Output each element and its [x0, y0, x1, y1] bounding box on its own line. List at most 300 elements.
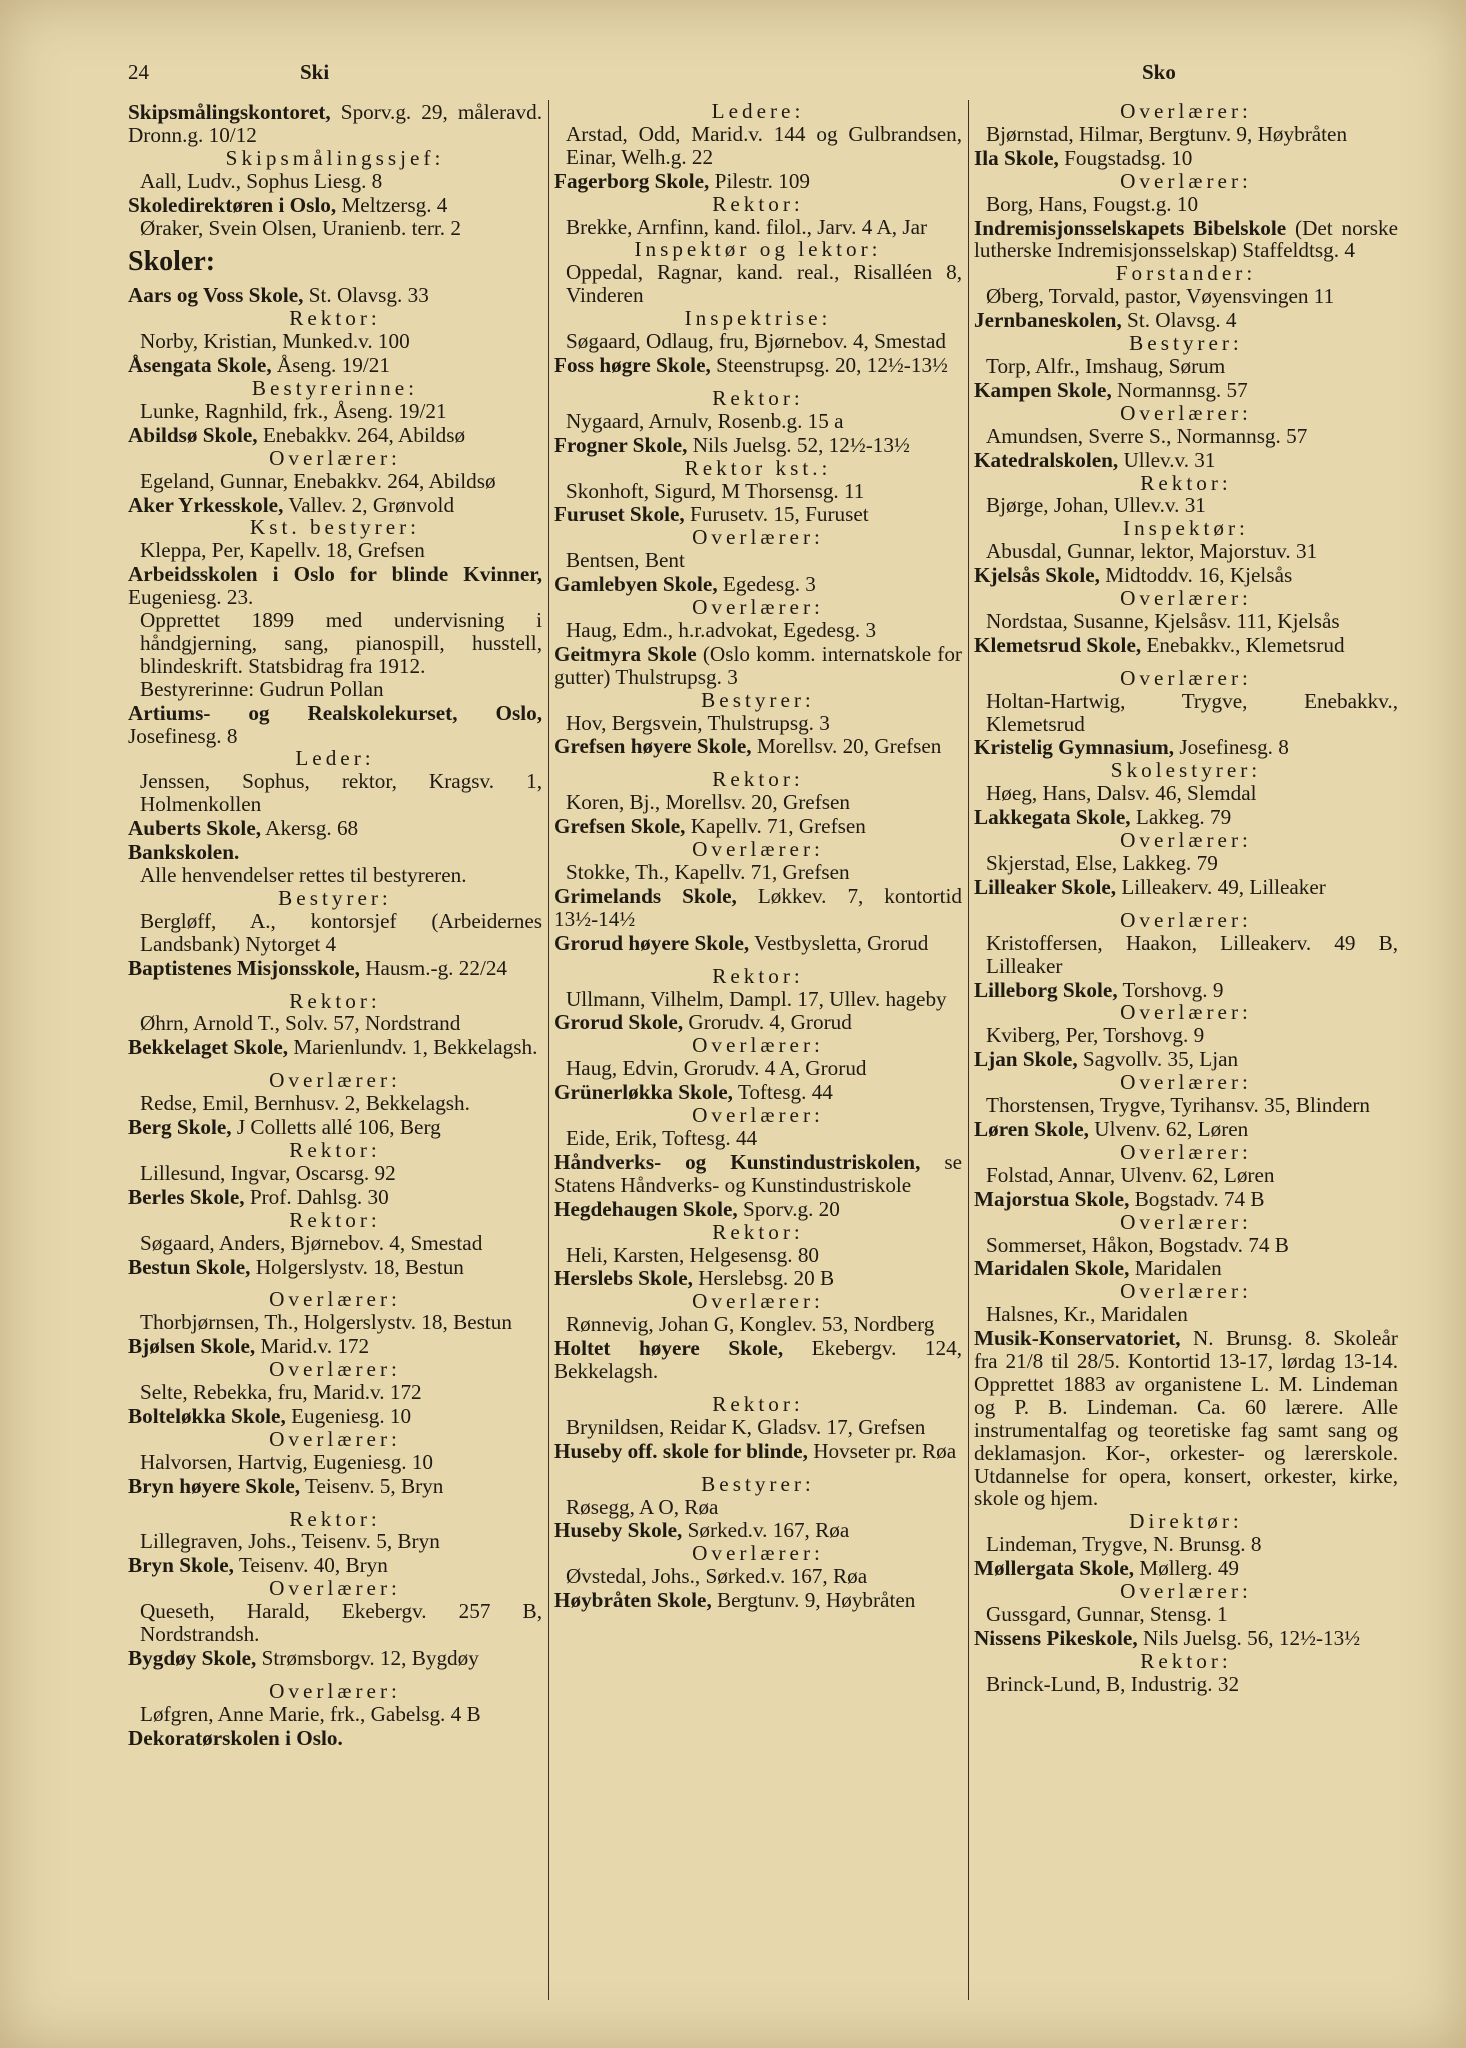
entry-text: (Oslo komm. internatskole for gutter) Thulstrupsg. 3 [554, 641, 962, 689]
entry-text: Ullmann, Vilhelm, Dampl. 17, Ullev. hageby [566, 986, 947, 1011]
school-name: Kjelsås Skole, [974, 563, 1100, 588]
school-entry [554, 815, 962, 838]
entry-text: Bestyrer: [701, 687, 815, 712]
entry-text: Morellsv. 20, Grefsen [751, 734, 942, 759]
entry-text: Øraker, Svein Olsen, Uranienb. terr. 2 [140, 215, 461, 240]
entry-text: Overlærer: [269, 445, 401, 470]
entry-detail [974, 1673, 1398, 1696]
school-entry [974, 1048, 1398, 1071]
school-entry [974, 1257, 1398, 1280]
entry-text: Hovseter pr. Røa [807, 1438, 957, 1463]
entry-text: Kapellv. 71, Grefsen [685, 814, 866, 839]
entry-detail [128, 910, 542, 956]
school-name: Håndverks- og Kunstindustriskolen, [554, 1149, 921, 1174]
entry-text: Søgaard, Odlaug, fru, Bjørnebov. 4, Smestad [566, 329, 946, 354]
role-heading [128, 1508, 542, 1531]
school-entry [974, 217, 1398, 263]
entry-text: Koren, Bj., Morellsv. 20, Grefsen [566, 790, 851, 815]
entry-text: Nygaard, Arnulv, Rosenb.g. 15 a [566, 408, 844, 433]
school-name: Indremisjonsselskapets Bibelskole [974, 215, 1287, 240]
entry-text: Løkkev. 7, kontortid 13½-14½ [554, 883, 962, 931]
entry-text: Torshovg. 9 [1117, 977, 1224, 1002]
role-heading [974, 332, 1398, 355]
entry-text: Rektor kst.: [684, 455, 832, 480]
entry-text: Rektor: [712, 767, 804, 792]
entry-text: Bestyrer: [278, 885, 392, 910]
entry-text: Fougstadsg. 10 [1058, 145, 1193, 170]
entry-text: Grorudv. 4, Grorud [683, 1010, 852, 1035]
header-left-word: Ski [300, 60, 330, 84]
column-left [128, 100, 548, 2000]
role-heading [974, 1650, 1398, 1673]
entry-text: Marid.v. 172 [255, 1334, 370, 1359]
school-entry [128, 957, 542, 980]
entry-text: Midtoddv. 16, Kjelsås [1099, 563, 1293, 588]
school-entry [554, 354, 962, 377]
entry-detail [554, 261, 962, 307]
entry-text: Josefinesg. 8 [1174, 735, 1289, 760]
entry-text: Teisenv. 40, Bryn [233, 1553, 388, 1578]
entry-detail [128, 1092, 542, 1115]
entry-detail [974, 1603, 1398, 1626]
entry-detail [974, 355, 1398, 378]
entry-text: Oppedal, Ragnar, kand. real., Risalléen 8, Vinderen [566, 260, 962, 308]
entry-text: Kleppa, Per, Kapellv. 18, Grefsen [140, 538, 425, 563]
school-name: Katedralskolen, [974, 447, 1119, 472]
role-heading [554, 596, 962, 619]
school-name: Majorstua Skole, [974, 1186, 1130, 1211]
entry-text: Søgaard, Anders, Bjørnebov. 4, Smestad [140, 1230, 483, 1255]
entry-text: Øhrn, Arnold T., Solv. 57, Nordstrand [140, 1011, 461, 1036]
entry-text: Lilleakerv. 49, Lilleaker [1116, 874, 1326, 899]
entry-text: Møllerg. 49 [1134, 1556, 1240, 1581]
entry-text: Thorstensen, Trygve, Tyrihansv. 35, Blindern [986, 1093, 1370, 1118]
entry-text: Akersg. 68 [261, 816, 359, 841]
school-name: Bjølsen Skole, [128, 1334, 256, 1359]
school-name: Klemetsrud Skole, [974, 632, 1142, 657]
school-entry [554, 1267, 962, 1290]
school-name: Arbeidsskolen i Oslo for blinde Kvinner, [128, 562, 542, 587]
role-heading [128, 1069, 542, 1092]
school-name: Løren Skole, [974, 1116, 1089, 1141]
entry-text: Enebakkv., Klemetsrud [1141, 632, 1345, 657]
entry-text: Steenstrupsg. 20, 12½-13½ [710, 352, 948, 377]
role-heading [974, 170, 1398, 193]
entry-text: Ledere: [711, 100, 805, 123]
entry-text: Overlærer: [692, 1103, 824, 1128]
role-heading [128, 1428, 542, 1451]
school-entry [128, 101, 542, 147]
entry-text: Skipsmålingssjef: [225, 145, 445, 170]
entry-text: Amundsen, Sverre S., Normannsg. 57 [986, 423, 1308, 448]
school-entry [128, 424, 542, 447]
entry-text: Rektor: [1140, 470, 1232, 495]
role-heading [974, 1580, 1398, 1603]
entry-detail [974, 852, 1398, 875]
role-heading [974, 759, 1398, 782]
entry-text: N. Brunsg. 8. Skoleår fra 21/8 til 28/5. Kontortid 13-17, lørdag 13-14. Opprettet 1883 av organistene L. M. Lindeman og P. B. Lindeman. Ca. 60 lærere. Alle instrumentalfag og teoretiske fag samt sang og deklamasjon. Kor-, orkester- og lærerskole. Utdannelse for opera, konsert, orkester, kirke, skole og hjem. [974, 1326, 1398, 1511]
entry-text: Overlærer: [269, 1068, 401, 1093]
entry-text: Forstander: [1115, 261, 1257, 286]
school-entry [974, 876, 1398, 899]
entry-detail [974, 690, 1398, 736]
role-heading [974, 909, 1398, 932]
entry-detail [554, 1313, 962, 1336]
entry-detail [554, 1057, 962, 1080]
school-entry [128, 1116, 542, 1139]
entry-text: Overlærer: [269, 1576, 401, 1601]
entry-detail [554, 1416, 962, 1439]
entry-text: Overlærer: [269, 1678, 401, 1703]
role-heading [974, 1280, 1398, 1303]
role-heading [128, 1577, 542, 1600]
role-heading [554, 307, 962, 330]
entry-text: Egeland, Gunnar, Enebakkv. 264, Abildsø [140, 468, 496, 493]
entry-text: Pilestr. 109 [709, 168, 811, 193]
entry-text: St. Olavsg. 4 [1121, 308, 1237, 333]
entry-text: Holgerslystv. 18, Bestun [250, 1254, 464, 1279]
entry-text: Brekke, Arnfinn, kand. filol., Jarv. 4 A, Jar [566, 214, 928, 239]
school-name: Holtet høyere Skole, [554, 1336, 784, 1361]
entry-detail [128, 1703, 542, 1726]
role-heading [128, 1288, 542, 1311]
school-entry [128, 563, 542, 609]
school-name: Abildsø Skole, [128, 422, 258, 447]
entry-text: Vestbysletta, Grorud [749, 930, 929, 955]
column-middle [548, 100, 968, 2000]
entry-detail [974, 1164, 1398, 1187]
entry-text: Hausm.-g. 22/24 [359, 955, 508, 980]
entry-text: Rektor: [289, 1506, 381, 1531]
school-name: Grorud Skole, [554, 1010, 684, 1035]
school-entry [974, 147, 1398, 170]
entry-text: Overlærer: [1120, 828, 1252, 853]
entry-text: Brinck-Lund, B, Industrig. 32 [986, 1671, 1240, 1696]
school-name: Bygdøy Skole, [128, 1646, 257, 1670]
entry-text: Teisenv. 5, Bryn [300, 1473, 444, 1498]
role-heading [974, 517, 1398, 540]
entry-text: St. Olavsg. 33 [303, 283, 429, 308]
entry-text: Overlærer: [269, 1426, 401, 1451]
entry-text: Gussgard, Gunnar, Stensg. 1 [986, 1602, 1228, 1626]
entry-text: Abusdal, Gunnar, lektor, Majorstuv. 31 [986, 539, 1318, 564]
school-name: Maridalen Skole, [974, 1256, 1130, 1281]
role-heading [974, 829, 1398, 852]
entry-text: Queseth, Harald, Ekebergv. 257 B, Nordstrandsh. [140, 1599, 542, 1647]
role-heading [974, 1510, 1398, 1533]
entry-detail [128, 1232, 542, 1255]
entry-detail [554, 619, 962, 642]
entry-text: Sporv.g. 29, måleravd. Dronn.g. 10/12 [128, 100, 542, 147]
school-entry [974, 1627, 1398, 1650]
entry-text: Bogstadv. 74 B [1129, 1186, 1265, 1211]
school-entry [974, 979, 1398, 1002]
entry-text: Skjerstad, Else, Lakkeg. 79 [986, 851, 1218, 875]
role-heading [554, 238, 962, 261]
entry-text: Eide, Erik, Toftesg. 44 [566, 1125, 758, 1150]
entry-text: Torp, Alfr., Imshaug, Sørum [986, 353, 1226, 378]
entry-text: Arstad, Odd, Marid.v. 144 og Gulbrandsen, Einar, Welh.g. 22 [566, 121, 962, 169]
entry-text: Overlærer: [1120, 168, 1252, 193]
entry-text: Rektor: [712, 1219, 804, 1244]
column-right [968, 100, 1398, 2000]
school-entry [554, 1337, 962, 1383]
school-name: Lakkegata Skole, [974, 805, 1131, 830]
school-entry [974, 1188, 1398, 1211]
role-heading [128, 1209, 542, 1232]
role-heading [974, 587, 1398, 610]
entry-text: Sommerset, Håkon, Bogstadv. 74 B [986, 1232, 1289, 1257]
school-entry [128, 1335, 542, 1358]
entry-detail [974, 285, 1398, 308]
school-entry [974, 1327, 1398, 1510]
school-entry [554, 643, 962, 689]
entry-text: Prof. Dahlsg. 30 [244, 1184, 389, 1209]
entry-detail [128, 1311, 542, 1334]
school-name: Herslebs Skole, [554, 1266, 693, 1291]
school-name: Baptistenes Misjonsskole, [128, 955, 360, 980]
entry-text: Jenssen, Sophus, rektor, Kragsv. 1, Holmenkollen [140, 769, 542, 817]
role-heading [554, 1542, 962, 1565]
entry-text: Nordstaa, Susanne, Kjelsåsv. 111, Kjelsås [986, 608, 1340, 633]
school-entry [974, 1557, 1398, 1580]
entry-detail [554, 410, 962, 433]
entry-text: Overlærer: [1120, 1070, 1252, 1095]
role-heading [128, 147, 542, 170]
role-heading [128, 377, 542, 400]
entry-text: Bestyrerinne: Gudrun Pollan [140, 676, 384, 701]
header-right-word: Sko [1142, 60, 1176, 84]
entry-text: (Det norske lutherske Indremisjonsselskap) Staffeldtsg. 4 [974, 215, 1398, 263]
entry-text: Overlærer: [1120, 100, 1252, 123]
role-heading [128, 516, 542, 539]
school-entry [554, 1011, 962, 1034]
role-heading [974, 1211, 1398, 1234]
entry-detail [128, 1451, 542, 1474]
school-name: Åsengata Skole, [128, 353, 272, 378]
school-name: Grefsen høyere Skole, [554, 734, 752, 759]
role-heading [554, 193, 962, 216]
role-heading [554, 965, 962, 988]
entry-detail [554, 791, 962, 814]
entry-text: Overlærer: [1120, 400, 1252, 425]
entry-detail [554, 712, 962, 735]
entry-detail [974, 193, 1398, 216]
entry-detail [128, 864, 542, 887]
school-name: Furuset Skole, [554, 502, 685, 527]
entry-text: Overlærer: [692, 595, 824, 620]
entry-detail [974, 782, 1398, 805]
entry-detail [554, 216, 962, 239]
school-name: Bryn høyere Skole, [128, 1473, 301, 1498]
school-name: Dekoratørskolen i Oslo. [128, 1725, 343, 1750]
entry-text: Bergløff, A., kontorsjef (Arbeidernes Landsbank) Nytorget 4 [140, 908, 542, 956]
entry-detail [128, 1530, 542, 1553]
school-name: Grimelands Skole, [554, 883, 737, 908]
school-entry [974, 449, 1398, 472]
entry-text: Rektor: [712, 191, 804, 216]
entry-text: Ekebergv. 124, Bekkelagsh. [554, 1336, 963, 1384]
entry-text: Maridalen [1129, 1256, 1222, 1281]
school-entry [554, 1198, 962, 1221]
school-name: Huseby Skole, [554, 1518, 683, 1543]
school-entry [128, 1554, 542, 1577]
entry-detail [974, 494, 1398, 517]
entry-text: Thorbjørnsen, Th., Holgerslystv. 18, Bestun [140, 1310, 512, 1335]
entry-text: Halvorsen, Hartvig, Eugeniesg. 10 [140, 1449, 434, 1474]
role-heading [128, 1358, 542, 1381]
school-entry [974, 564, 1398, 587]
entry-text: Øvstedal, Johs., Sørked.v. 167, Røa [566, 1564, 868, 1589]
entry-text: Overlærer: [692, 525, 824, 550]
entry-text: Aall, Ludv., Sophus Liesg. 8 [140, 168, 383, 193]
role-heading [974, 472, 1398, 495]
school-entry [974, 634, 1398, 657]
entry-text: Ullev.v. 31 [1118, 447, 1216, 472]
entry-text: Inspektrise: [684, 306, 832, 331]
school-entry [128, 1475, 542, 1498]
school-name: Gamlebyen Skole, [554, 572, 718, 597]
school-entry [554, 1589, 962, 1612]
entry-detail [974, 123, 1398, 146]
entry-text: Rektor: [1140, 1648, 1232, 1673]
entry-text: Eugeniesg. 23. [128, 585, 254, 610]
entry-text: Hov, Bergsvein, Thulstrupsg. 3 [566, 710, 830, 735]
entry-text: Haug, Edvin, Grorudv. 4 A, Grorud [566, 1056, 867, 1081]
school-name: Grorud høyere Skole, [554, 930, 750, 955]
entry-detail [554, 1127, 962, 1150]
school-name: Skoledirektøren i Oslo, [128, 192, 337, 217]
entry-detail [974, 1533, 1398, 1556]
entry-text: Overlærer: [1120, 1209, 1252, 1234]
page-number: 24 [128, 60, 149, 84]
entry-text: Toftesg. 44 [732, 1080, 833, 1105]
role-heading [554, 1104, 962, 1127]
entry-text: Lindeman, Trygve, N. Brunsg. 8 [986, 1532, 1262, 1557]
entry-text: Rektor: [289, 306, 381, 331]
school-entry [128, 841, 542, 864]
entry-text: Sørked.v. 167, Røa [682, 1518, 850, 1543]
role-heading [554, 1473, 962, 1496]
role-heading [974, 1141, 1398, 1164]
entry-detail [128, 470, 542, 493]
school-entry [128, 1036, 542, 1059]
school-name: Lilleaker Skole, [974, 874, 1117, 899]
entry-text: Lunke, Ragnhild, frk., Åseng. 19/21 [140, 398, 447, 423]
entry-text: Bjørge, Johan, Ullev.v. 31 [986, 493, 1206, 518]
school-name: Artiums- og Realskolekurset, Oslo, [128, 700, 542, 725]
role-heading [554, 457, 962, 480]
entry-text: Marienlundv. 1, Bekkelagsh. [288, 1035, 538, 1060]
entry-detail [974, 1024, 1398, 1047]
entry-detail [974, 932, 1398, 978]
school-name: Bryn Skole, [128, 1553, 234, 1578]
role-heading [554, 1393, 962, 1416]
school-name: Ila Skole, [974, 145, 1059, 170]
entry-text: Opprettet 1899 med undervisning i håndgjerning, sang, pianospill, husstell, blindeskrift. Statsbidrag fra 1912. [140, 608, 542, 678]
entry-text: Overlærer: [692, 837, 824, 862]
school-entry [974, 736, 1398, 759]
school-name: Foss høgre Skole, [554, 352, 711, 377]
school-name: Bankskolen. [128, 840, 240, 865]
entry-text: Løfgren, Anne Marie, frk., Gabelsg. 4 B [140, 1701, 481, 1726]
entry-text: Overlærer: [1120, 907, 1252, 932]
entry-text: Overlærer: [1120, 665, 1252, 690]
school-name: Hegdehaugen Skole, [554, 1196, 738, 1221]
entry-text: Bestyrer: [701, 1471, 815, 1496]
school-entry [554, 1519, 962, 1542]
entry-detail [128, 770, 542, 816]
entry-detail [554, 1496, 962, 1519]
school-name: Skipsmålingskontoret, [128, 100, 331, 124]
school-name: Aars og Voss Skole, [128, 283, 304, 308]
entry-text: Røsegg, A O, Røa [566, 1494, 719, 1519]
role-heading [554, 1034, 962, 1057]
entry-detail [974, 540, 1398, 563]
school-entry [128, 494, 542, 517]
school-name: Frogner Skole, [554, 432, 688, 457]
school-name: Kampen Skole, [974, 377, 1112, 402]
school-name: Berg Skole, [128, 1115, 232, 1140]
school-entry [554, 932, 962, 955]
school-entry [554, 735, 962, 758]
role-heading [128, 990, 542, 1013]
entry-text: Kst. bestyrer: [249, 515, 421, 540]
entry-text: Eugeniesg. 10 [285, 1403, 412, 1428]
school-entry [128, 1186, 542, 1209]
school-entry [974, 379, 1398, 402]
school-entry [974, 1118, 1398, 1141]
entry-detail [554, 861, 962, 884]
role-heading [554, 1290, 962, 1313]
school-entry [554, 503, 962, 526]
role-heading [974, 1001, 1398, 1024]
entry-detail [128, 217, 542, 240]
school-name: Musik-Konservatoriet, [974, 1326, 1181, 1351]
entry-text: Lakkeg. 79 [1130, 805, 1232, 830]
school-name: Bolteløkka Skole, [128, 1403, 286, 1428]
entry-text: Holtan-Hartwig, Trygve, Enebakkv., Klemetsrud [986, 688, 1398, 736]
entry-text: Sporv.g. 20 [737, 1196, 840, 1221]
entry-text: Øberg, Torvald, pastor, Vøyensvingen 11 [986, 284, 1335, 309]
entry-text: Bentsen, Bent [566, 548, 685, 573]
entry-text: Borg, Hans, Fougst.g. 10 [986, 191, 1199, 216]
role-heading [974, 262, 1398, 285]
school-entry [128, 1405, 542, 1428]
entry-text: Normannsg. 57 [1111, 377, 1248, 402]
role-heading [974, 402, 1398, 425]
school-name: Ljan Skole, [974, 1047, 1078, 1072]
entry-text: Overlærer: [1120, 1279, 1252, 1304]
school-entry [554, 434, 962, 457]
entry-text: Redse, Emil, Bernhusv. 2, Bekkelagsh. [140, 1091, 470, 1116]
school-name: Grünerløkka Skole, [554, 1080, 733, 1105]
role-heading [554, 768, 962, 791]
role-heading [128, 447, 542, 470]
school-name: Geitmyra Skole [554, 641, 697, 666]
school-name: Høybråten Skole, [554, 1588, 712, 1613]
entry-detail [974, 425, 1398, 448]
role-heading [974, 667, 1398, 690]
entry-text: Rektor: [289, 1137, 381, 1162]
entry-text: Bergtunv. 9, Høybråten [711, 1588, 916, 1613]
role-heading [974, 1071, 1398, 1094]
entry-text: Sagvollv. 35, Ljan [1077, 1047, 1239, 1072]
entry-detail [554, 1565, 962, 1588]
school-name: Berles Skole, [128, 1184, 245, 1209]
entry-text: Nils Juelsg. 52, 12½-13½ [687, 432, 910, 457]
entry-detail [554, 330, 962, 353]
